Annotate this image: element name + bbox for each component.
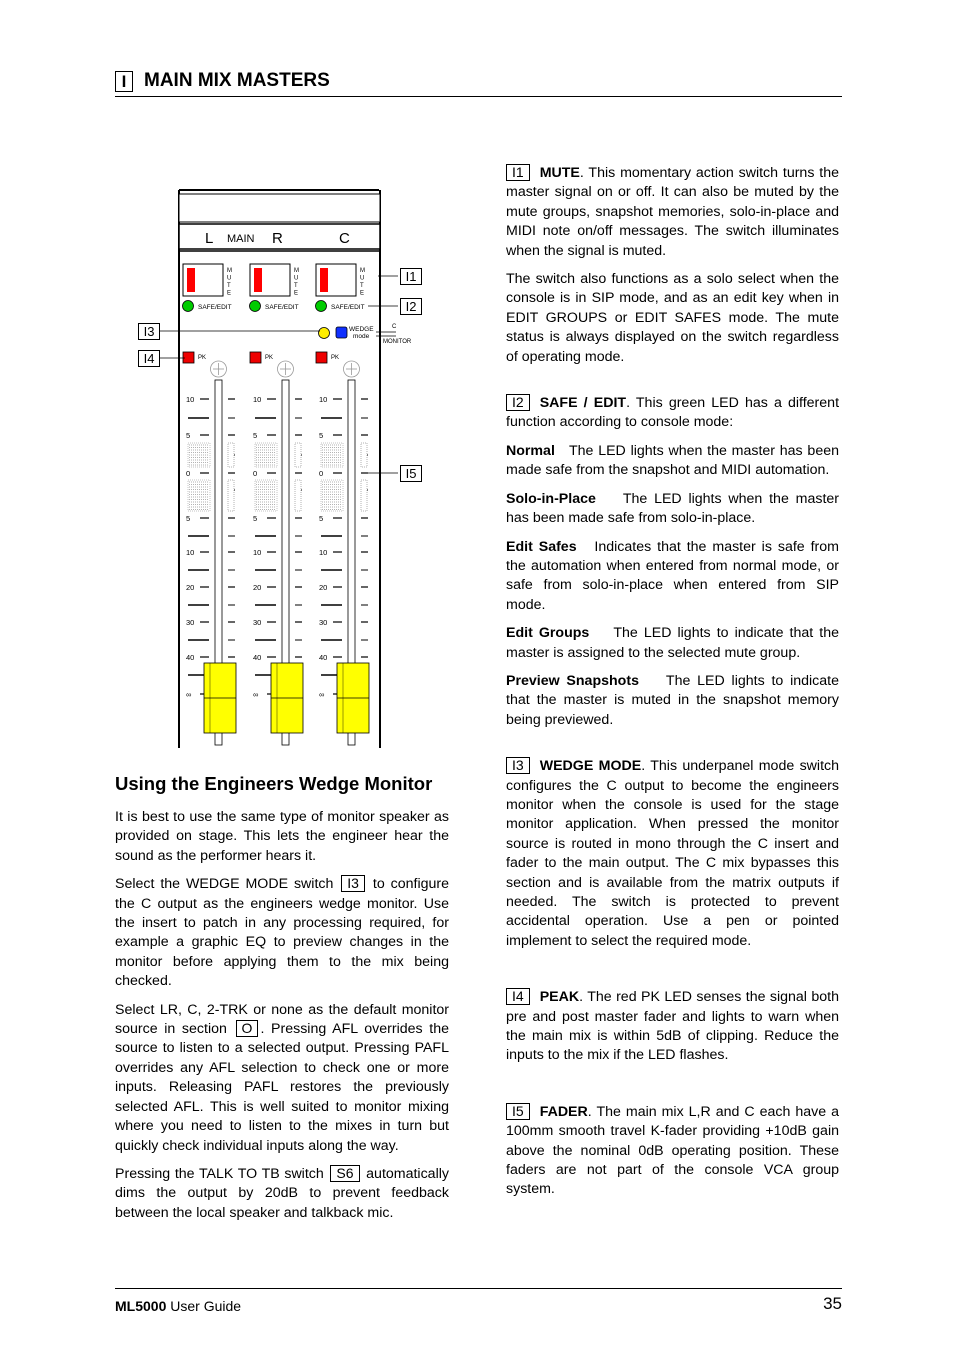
scale-label-l: 40 [186,653,195,662]
mute-letter-c: T [360,283,364,289]
scale-label-c: 10 [319,395,328,404]
preview-snapshots-paragraph: Preview Snapshots The LED lights to indicate that the master is muted in the snapshot memory being previewed. [506,672,839,728]
mute-letter-l: E [227,290,232,297]
monitor-label: MONITOR [383,339,412,345]
label-l: L [205,230,214,247]
mute-letter-r: T [294,283,298,289]
i5-paragraph: I5 FADER. The main mix L,R and C each have a 100mm smooth travel K-fader providing +10dB gain above the nominal 0dB operating position. These faders are not part of the console VCA group system. [506,1102,839,1198]
safe-edit-label-r: SAFE/EDIT [265,304,299,311]
scale-label-r: 10 [253,395,262,404]
c-small-label: C [392,324,397,330]
callout-i4: I4 [138,350,160,367]
scale-label-l: 5 [186,514,191,523]
mute-letter-l: M [227,268,232,274]
left-column [115,808,449,1232]
safe-edit-label-c: SAFE/EDIT [331,304,365,311]
wedge-paragraph-4: Pressing the TALK TO TB switch S6 automatically dims the output by 20dB to prevent feedback between the local speaker and talkback mic. [115,1164,449,1221]
ref-s6: S6 [330,1165,359,1182]
section-letter: I [115,71,133,92]
pk-label-c: PK [331,355,340,361]
section-title: MAIN MIX MASTERS [144,70,330,91]
pk-led-c [316,352,327,363]
scale-label-c: 40 [319,653,328,662]
label-main: MAIN [227,233,255,245]
safe-edit-led-c [316,301,327,312]
panel-drawing [130,180,430,755]
ref-i5: I5 [506,1103,530,1120]
mute-letter-l: T [227,283,231,289]
sip-paragraph: Solo-in-Place The LED lights when the master has been made safe from solo-in-place. [506,490,839,527]
scale-label-l: 30 [186,618,195,627]
safe-edit-led-l [183,301,194,312]
mute-letter-c: M [360,268,365,274]
mute-led-r [254,268,262,292]
scale-label-c: ∞ [319,690,325,699]
scale-label-r: 30 [253,618,262,627]
callout-i3: I3 [138,323,160,340]
scale-label-l: 5 [186,431,191,440]
page-footer [115,1288,842,1314]
mute-letter-c: U [360,275,365,282]
scale-label-r: 5 [253,431,258,440]
mute-letter-r: U [294,275,299,282]
scale-label-c: 0 [319,469,324,478]
ref-o: O [236,1020,259,1037]
mute-letter-c: E [360,290,365,297]
scale-label-c: 10 [319,548,328,557]
mute-letter-r: M [294,268,299,274]
pk-label-l: PK [198,355,207,361]
callout-i2: I2 [400,298,422,315]
scale-label-r: 40 [253,653,262,662]
safe-edit-label-l: SAFE/EDIT [198,304,232,311]
i2-paragraph: I2 SAFE / EDIT. This green LED has a different function according to console mode: [506,394,840,431]
safe-edit-led-r [250,301,261,312]
label-c: C [339,230,350,247]
scale-label-r: ∞ [253,690,259,699]
scale-label-c: 5 [319,514,324,523]
i4-paragraph: I4 PEAK. The red PK LED senses the signal both pre and post master fader and lights to warn when the main mix is within 5dB of clipping. Reduce the inputs to the mix if the LED flashes. [506,988,839,1064]
scale-label-c: 20 [319,583,328,592]
scale-label-l: ∞ [186,690,192,699]
scale-label-r: 5 [253,514,258,523]
scale-label-c: 30 [319,618,328,627]
footer-guide-name: ML5000 User Guide [115,1298,242,1314]
pk-led-r [250,352,261,363]
section-header [115,68,842,97]
main-mix-panel-diagram [130,180,430,755]
mute-led-l [187,268,195,292]
scale-label-l: 0 [186,469,191,478]
wedge-led [319,328,330,339]
mute-letter-l: U [227,275,232,282]
callout-i5: I5 [400,465,422,482]
ref-i3: I3 [341,875,365,892]
mute-letter-r: E [294,290,299,297]
wedge-paragraph-1: It is best to use the same type of monitor speaker as provided on stage. This lets the engineer hear the sound as the performer hears it. [115,809,449,864]
edit-groups-paragraph: Edit Groups The LED lights to indicate that the master is assigned to the selected mute group. [506,625,840,661]
scale-label-l: 20 [186,583,195,592]
wedge-paragraph-2: Select the WEDGE MODE switch I3 to configure the C output as the engineers wedge monitor. Use the insert to patch in any processing required, for example a graphic EQ to preview changes in the monitor before applying them to the mix being checked. [115,875,450,990]
scale-label-c: 5 [319,431,324,440]
i1-paragraph: I1 MUTE. This momentary action switch turns the master signal on or off. It can also be muted by the mute groups, snapshot memories, solo-in-place and MIDI note on/off messages. The switch illuminates when the signal is muted. [506,164,839,259]
scale-label-l: 10 [186,548,195,557]
scale-label-r: 0 [253,469,258,478]
mode-label: mode [353,333,370,340]
mute-led-c [320,268,328,292]
wedge-paragraph-3: Select LR, C, 2-TRK or none as the default monitor source in section O . Pressing AFL overrides the source to listen to a selected output. Pressing PAFL overrides any AFL selection to check one or more inputs. Releasing PAFL restores the previously selected AFL. This is well suited to monitor mixing where you need to listen to the mixes in turn but quickly check individual inputs along the way. [115,1001,449,1154]
ref-i3-right: I3 [506,757,530,774]
scale-label-l: 10 [186,395,195,404]
i1-paragraph-2: The switch also functions as a solo select when the console is in SIP mode, and as an edit key when in EDIT GROUPS or EDIT SAFES mode. The mute status is always displayed on the switch regardless of operating mode. [506,271,839,365]
label-r: R [272,230,283,247]
wedge-mode-switch[interactable] [336,327,347,338]
wedge-label: WEDGE [349,326,374,333]
i3-paragraph: I3 WEDGE MODE. This underpanel mode switch configures the C output to become the engineers monitor when the console is used for the stage monitor application. When pressed the monitor source is routed in mono through the C insert and fader to the main output. The C mix bypasses this section and is available from the matrix outputs if needed. The switch is protected to prevent accidental operation. Use a pen or pointed implement to select the required mode. [506,757,839,949]
ref-i1: I1 [506,164,530,181]
edit-safes-paragraph: Edit Safes Indicates that the master is safe from the automation when entered from normal mode, or safe from solo-in-place when entered from SIP mode. [506,538,839,613]
pk-led-l [183,352,194,363]
ref-i4: I4 [506,988,530,1005]
callout-i1: I1 [400,268,422,285]
scale-label-r: 20 [253,583,262,592]
pk-label-r: PK [265,355,274,361]
page-number: 35 [823,1294,842,1313]
ref-i2: I2 [506,394,530,411]
scale-label-r: 10 [253,548,262,557]
right-column [506,164,839,1209]
normal-paragraph: Normal The LED lights when the master has been made safe from the snapshot and MIDI automation. [506,442,839,479]
wedge-monitor-heading: Using the Engineers Wedge Monitor [115,773,433,794]
